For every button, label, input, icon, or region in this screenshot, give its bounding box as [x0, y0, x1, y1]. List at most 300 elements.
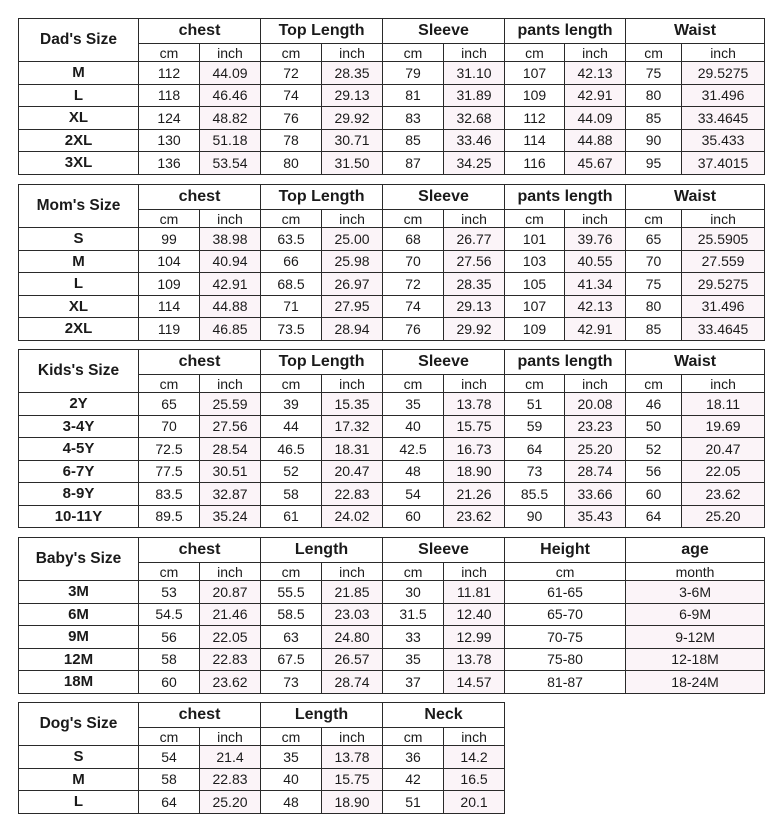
table-cell: 21.26 — [444, 483, 505, 506]
table-cell: 18.11 — [682, 393, 765, 416]
unit-header: cm — [383, 44, 444, 62]
unit-header: cm — [505, 563, 626, 581]
table-cell: 22.05 — [682, 460, 765, 483]
dad-size-body — [19, 19, 765, 175]
table-cell: 105 — [505, 273, 565, 296]
table-cell: 85 — [626, 107, 682, 130]
table-cell: 29.92 — [322, 107, 383, 130]
unit-header: month — [626, 563, 765, 581]
column-header: chest — [139, 538, 261, 563]
table-cell: 18.90 — [322, 791, 383, 814]
table-cell: 38.98 — [200, 228, 261, 251]
size-label: 9M — [19, 626, 139, 649]
table-cell: 29.13 — [444, 295, 505, 318]
table-cell: 48 — [261, 791, 322, 814]
table-cell: 81 — [383, 84, 444, 107]
table-cell: 66 — [261, 250, 322, 273]
size-label: S — [19, 228, 139, 251]
table-cell: 79 — [383, 62, 444, 85]
unit-header: cm — [261, 375, 322, 393]
table-cell: 21.46 — [200, 603, 261, 626]
table-cell: 80 — [261, 152, 322, 175]
table-cell: 78 — [261, 129, 322, 152]
table-row — [19, 581, 765, 604]
table-cell: 17.32 — [322, 415, 383, 438]
unit-header: inch — [322, 563, 383, 581]
unit-header: inch — [565, 44, 626, 62]
table-cell: 71 — [261, 295, 322, 318]
table-cell: 22.83 — [200, 648, 261, 671]
table-cell: 58.5 — [261, 603, 322, 626]
table-cell: 124 — [139, 107, 200, 130]
dog-size-table — [18, 702, 505, 814]
table-cell: 29.5275 — [682, 273, 765, 296]
table-cell: 28.74 — [322, 671, 383, 694]
unit-header: inch — [322, 728, 383, 746]
table-cell: 40 — [261, 768, 322, 791]
kids-size-body — [19, 350, 765, 528]
table-row — [19, 273, 765, 296]
table-cell: 53 — [139, 581, 200, 604]
table-row — [19, 84, 765, 107]
size-label: M — [19, 62, 139, 85]
column-header: Waist — [626, 350, 765, 375]
table-title: Dad's Size — [19, 19, 139, 62]
table-cell: 33.4645 — [682, 107, 765, 130]
table-cell: 31.496 — [682, 84, 765, 107]
unit-header: cm — [139, 44, 200, 62]
table-cell: 64 — [139, 791, 200, 814]
unit-header: inch — [682, 44, 765, 62]
table-cell: 63.5 — [261, 228, 322, 251]
unit-header: inch — [565, 210, 626, 228]
table-cell: 45.67 — [565, 152, 626, 175]
size-label: 12M — [19, 648, 139, 671]
dog-size-body — [19, 703, 505, 814]
table-cell: 25.20 — [200, 791, 261, 814]
unit-header: inch — [444, 210, 505, 228]
table-row — [19, 483, 765, 506]
table-cell: 118 — [139, 84, 200, 107]
table-cell: 28.54 — [200, 438, 261, 461]
table-cell: 76 — [261, 107, 322, 130]
dad-size-table — [18, 18, 765, 175]
table-cell: 46.85 — [200, 318, 261, 341]
table-cell: 20.47 — [682, 438, 765, 461]
table-cell: 114 — [139, 295, 200, 318]
table-cell: 3-6M — [626, 581, 765, 604]
size-label: 2XL — [19, 129, 139, 152]
table-cell: 44.09 — [200, 62, 261, 85]
size-label: M — [19, 250, 139, 273]
table-cell: 23.62 — [200, 671, 261, 694]
unit-header: cm — [626, 375, 682, 393]
table-cell: 103 — [505, 250, 565, 273]
table-cell: 26.97 — [322, 273, 383, 296]
table-cell: 26.77 — [444, 228, 505, 251]
table-row — [19, 62, 765, 85]
table-cell: 130 — [139, 129, 200, 152]
unit-header: cm — [383, 563, 444, 581]
table-row — [19, 152, 765, 175]
table-cell: 33.66 — [565, 483, 626, 506]
table-cell: 33 — [383, 626, 444, 649]
column-header: age — [626, 538, 765, 563]
table-row — [19, 295, 765, 318]
table-cell: 13.78 — [444, 393, 505, 416]
table-cell: 42.13 — [565, 62, 626, 85]
table-cell: 101 — [505, 228, 565, 251]
table-cell: 25.20 — [565, 438, 626, 461]
table-cell: 27.95 — [322, 295, 383, 318]
column-header: pants length — [505, 350, 626, 375]
table-cell: 31.50 — [322, 152, 383, 175]
size-label: M — [19, 768, 139, 791]
size-label: 4-5Y — [19, 438, 139, 461]
table-cell: 48.82 — [200, 107, 261, 130]
size-label: XL — [19, 295, 139, 318]
table-cell: 40.55 — [565, 250, 626, 273]
unit-header: inch — [444, 563, 505, 581]
table-cell: 24.02 — [322, 505, 383, 528]
table-cell: 35 — [383, 393, 444, 416]
table-cell: 56 — [139, 626, 200, 649]
table-cell: 109 — [505, 318, 565, 341]
column-header: Sleeve — [383, 538, 505, 563]
table-cell: 65-70 — [505, 603, 626, 626]
table-cell: 112 — [139, 62, 200, 85]
table-cell: 22.83 — [200, 768, 261, 791]
unit-header: cm — [626, 210, 682, 228]
column-header: Sleeve — [383, 185, 505, 210]
table-cell: 80 — [626, 295, 682, 318]
table-row — [19, 671, 765, 694]
table-cell: 112 — [505, 107, 565, 130]
mom-size-body — [19, 185, 765, 341]
table-cell: 70 — [626, 250, 682, 273]
table-cell: 55.5 — [261, 581, 322, 604]
table-cell: 15.75 — [322, 768, 383, 791]
table-cell: 58 — [261, 483, 322, 506]
column-header: chest — [139, 185, 261, 210]
table-cell: 80 — [626, 84, 682, 107]
column-header: Top Length — [261, 19, 383, 44]
table-cell: 90 — [626, 129, 682, 152]
table-cell: 20.47 — [322, 460, 383, 483]
column-header: Neck — [383, 703, 505, 728]
table-cell: 42.5 — [383, 438, 444, 461]
unit-header: inch — [200, 375, 261, 393]
table-cell: 41.34 — [565, 273, 626, 296]
table-cell: 51 — [505, 393, 565, 416]
table-cell: 65 — [139, 393, 200, 416]
table-cell: 74 — [383, 295, 444, 318]
size-label: XL — [19, 107, 139, 130]
table-cell: 40.94 — [200, 250, 261, 273]
table-cell: 39 — [261, 393, 322, 416]
table-cell: 28.94 — [322, 318, 383, 341]
table-cell: 31.5 — [383, 603, 444, 626]
table-cell: 35.43 — [565, 505, 626, 528]
table-cell: 13.78 — [322, 746, 383, 769]
column-header: Waist — [626, 185, 765, 210]
table-cell: 75-80 — [505, 648, 626, 671]
table-row — [19, 626, 765, 649]
table-cell: 15.75 — [444, 415, 505, 438]
table-cell: 33.4645 — [682, 318, 765, 341]
unit-header: cm — [139, 728, 200, 746]
unit-header: cm — [505, 44, 565, 62]
table-row — [19, 791, 505, 814]
table-cell: 15.35 — [322, 393, 383, 416]
table-cell: 109 — [139, 273, 200, 296]
table-cell: 107 — [505, 295, 565, 318]
column-header: Sleeve — [383, 19, 505, 44]
table-cell: 70 — [383, 250, 444, 273]
baby-size-table — [18, 537, 765, 694]
table-cell: 64 — [626, 505, 682, 528]
table-cell: 28.35 — [322, 62, 383, 85]
unit-header: cm — [261, 210, 322, 228]
table-cell: 67.5 — [261, 648, 322, 671]
table-cell: 25.5905 — [682, 228, 765, 251]
table-cell: 136 — [139, 152, 200, 175]
table-cell: 42 — [383, 768, 444, 791]
table-cell: 58 — [139, 648, 200, 671]
table-cell: 37.4015 — [682, 152, 765, 175]
table-cell: 39.76 — [565, 228, 626, 251]
baby-size-body — [19, 538, 765, 694]
mom-size-table — [18, 184, 765, 341]
unit-header: inch — [322, 375, 383, 393]
table-cell: 51.18 — [200, 129, 261, 152]
table-cell: 25.98 — [322, 250, 383, 273]
table-cell: 21.4 — [200, 746, 261, 769]
column-header: pants length — [505, 185, 626, 210]
table-row — [19, 393, 765, 416]
table-title: Mom's Size — [19, 185, 139, 228]
table-title: Dog's Size — [19, 703, 139, 746]
unit-header: cm — [261, 728, 322, 746]
table-row — [19, 768, 505, 791]
table-cell: 44.09 — [565, 107, 626, 130]
column-header: chest — [139, 350, 261, 375]
unit-header: inch — [200, 210, 261, 228]
table-cell: 72 — [261, 62, 322, 85]
table-cell: 20.87 — [200, 581, 261, 604]
table-cell: 85.5 — [505, 483, 565, 506]
table-cell: 64 — [505, 438, 565, 461]
table-cell: 32.68 — [444, 107, 505, 130]
table-cell: 65 — [626, 228, 682, 251]
table-cell: 54 — [383, 483, 444, 506]
unit-header: inch — [200, 728, 261, 746]
table-cell: 116 — [505, 152, 565, 175]
table-cell: 25.20 — [682, 505, 765, 528]
unit-header: inch — [565, 375, 626, 393]
table-cell: 22.83 — [322, 483, 383, 506]
table-cell: 60 — [626, 483, 682, 506]
table-row — [19, 438, 765, 461]
table-cell: 46.5 — [261, 438, 322, 461]
unit-header: inch — [444, 728, 505, 746]
table-cell: 29.92 — [444, 318, 505, 341]
table-cell: 52 — [626, 438, 682, 461]
table-cell: 51 — [383, 791, 444, 814]
size-label: 3M — [19, 581, 139, 604]
size-label: S — [19, 746, 139, 769]
table-cell: 6-9M — [626, 603, 765, 626]
column-header: Waist — [626, 19, 765, 44]
table-cell: 22.05 — [200, 626, 261, 649]
table-cell: 75 — [626, 62, 682, 85]
column-header: Height — [505, 538, 626, 563]
table-cell: 76 — [383, 318, 444, 341]
column-header: pants length — [505, 19, 626, 44]
table-cell: 13.78 — [444, 648, 505, 671]
table-title: Baby's Size — [19, 538, 139, 581]
table-cell: 56 — [626, 460, 682, 483]
table-cell: 75 — [626, 273, 682, 296]
table-cell: 44 — [261, 415, 322, 438]
unit-header: cm — [505, 210, 565, 228]
table-cell: 107 — [505, 62, 565, 85]
table-row — [19, 318, 765, 341]
column-header: chest — [139, 19, 261, 44]
column-header: Top Length — [261, 350, 383, 375]
table-cell: 61 — [261, 505, 322, 528]
table-cell: 87 — [383, 152, 444, 175]
table-cell: 35.433 — [682, 129, 765, 152]
table-cell: 23.23 — [565, 415, 626, 438]
unit-header: inch — [444, 375, 505, 393]
size-label: 2Y — [19, 393, 139, 416]
table-cell: 73 — [505, 460, 565, 483]
table-cell: 28.35 — [444, 273, 505, 296]
column-header: Sleeve — [383, 350, 505, 375]
table-cell: 54.5 — [139, 603, 200, 626]
table-cell: 12.99 — [444, 626, 505, 649]
size-label: L — [19, 791, 139, 814]
table-cell: 30.71 — [322, 129, 383, 152]
table-cell: 81-87 — [505, 671, 626, 694]
table-cell: 60 — [383, 505, 444, 528]
table-cell: 54 — [139, 746, 200, 769]
table-cell: 114 — [505, 129, 565, 152]
table-cell: 48 — [383, 460, 444, 483]
table-cell: 89.5 — [139, 505, 200, 528]
table-cell: 42.13 — [565, 295, 626, 318]
table-cell: 11.81 — [444, 581, 505, 604]
table-cell: 18-24M — [626, 671, 765, 694]
unit-header: cm — [139, 375, 200, 393]
size-label: 18M — [19, 671, 139, 694]
table-row — [19, 460, 765, 483]
size-label: 10-11Y — [19, 505, 139, 528]
size-label: L — [19, 84, 139, 107]
table-cell: 20.1 — [444, 791, 505, 814]
unit-header: cm — [626, 44, 682, 62]
table-cell: 72.5 — [139, 438, 200, 461]
size-label: 6-7Y — [19, 460, 139, 483]
kids-size-table — [18, 349, 765, 528]
table-cell: 19.69 — [682, 415, 765, 438]
table-cell: 31.10 — [444, 62, 505, 85]
table-cell: 68 — [383, 228, 444, 251]
table-cell: 36 — [383, 746, 444, 769]
unit-header: inch — [200, 563, 261, 581]
table-cell: 68.5 — [261, 273, 322, 296]
table-cell: 74 — [261, 84, 322, 107]
column-header: chest — [139, 703, 261, 728]
table-cell: 14.57 — [444, 671, 505, 694]
table-row — [19, 415, 765, 438]
unit-header: cm — [139, 563, 200, 581]
table-cell: 73 — [261, 671, 322, 694]
table-cell: 33.46 — [444, 129, 505, 152]
table-cell: 18.31 — [322, 438, 383, 461]
unit-header: cm — [383, 375, 444, 393]
table-cell: 119 — [139, 318, 200, 341]
table-cell: 30 — [383, 581, 444, 604]
table-cell: 27.56 — [444, 250, 505, 273]
table-cell: 60 — [139, 671, 200, 694]
table-cell: 26.57 — [322, 648, 383, 671]
table-cell: 61-65 — [505, 581, 626, 604]
table-cell: 12-18M — [626, 648, 765, 671]
table-cell: 14.2 — [444, 746, 505, 769]
table-row — [19, 107, 765, 130]
table-cell: 77.5 — [139, 460, 200, 483]
table-cell: 23.03 — [322, 603, 383, 626]
table-cell: 42.91 — [200, 273, 261, 296]
unit-header: cm — [505, 375, 565, 393]
table-cell: 23.62 — [444, 505, 505, 528]
table-cell: 50 — [626, 415, 682, 438]
table-cell: 20.08 — [565, 393, 626, 416]
size-label: 2XL — [19, 318, 139, 341]
unit-header: inch — [322, 44, 383, 62]
table-cell: 21.85 — [322, 581, 383, 604]
unit-header: inch — [322, 210, 383, 228]
table-cell: 28.74 — [565, 460, 626, 483]
table-cell: 37 — [383, 671, 444, 694]
table-cell: 85 — [383, 129, 444, 152]
table-cell: 73.5 — [261, 318, 322, 341]
table-cell: 35.24 — [200, 505, 261, 528]
table-cell: 63 — [261, 626, 322, 649]
table-row — [19, 228, 765, 251]
table-row — [19, 250, 765, 273]
table-row — [19, 746, 505, 769]
size-label: 8-9Y — [19, 483, 139, 506]
unit-header: cm — [261, 44, 322, 62]
table-cell: 42.91 — [565, 318, 626, 341]
table-row — [19, 505, 765, 528]
table-cell: 12.40 — [444, 603, 505, 626]
table-cell: 27.559 — [682, 250, 765, 273]
table-cell: 29.13 — [322, 84, 383, 107]
table-cell: 83 — [383, 107, 444, 130]
table-cell: 24.80 — [322, 626, 383, 649]
table-cell: 83.5 — [139, 483, 200, 506]
table-cell: 30.51 — [200, 460, 261, 483]
table-cell: 99 — [139, 228, 200, 251]
table-cell: 31.89 — [444, 84, 505, 107]
column-header: Top Length — [261, 185, 383, 210]
unit-header: inch — [444, 44, 505, 62]
table-cell: 25.00 — [322, 228, 383, 251]
